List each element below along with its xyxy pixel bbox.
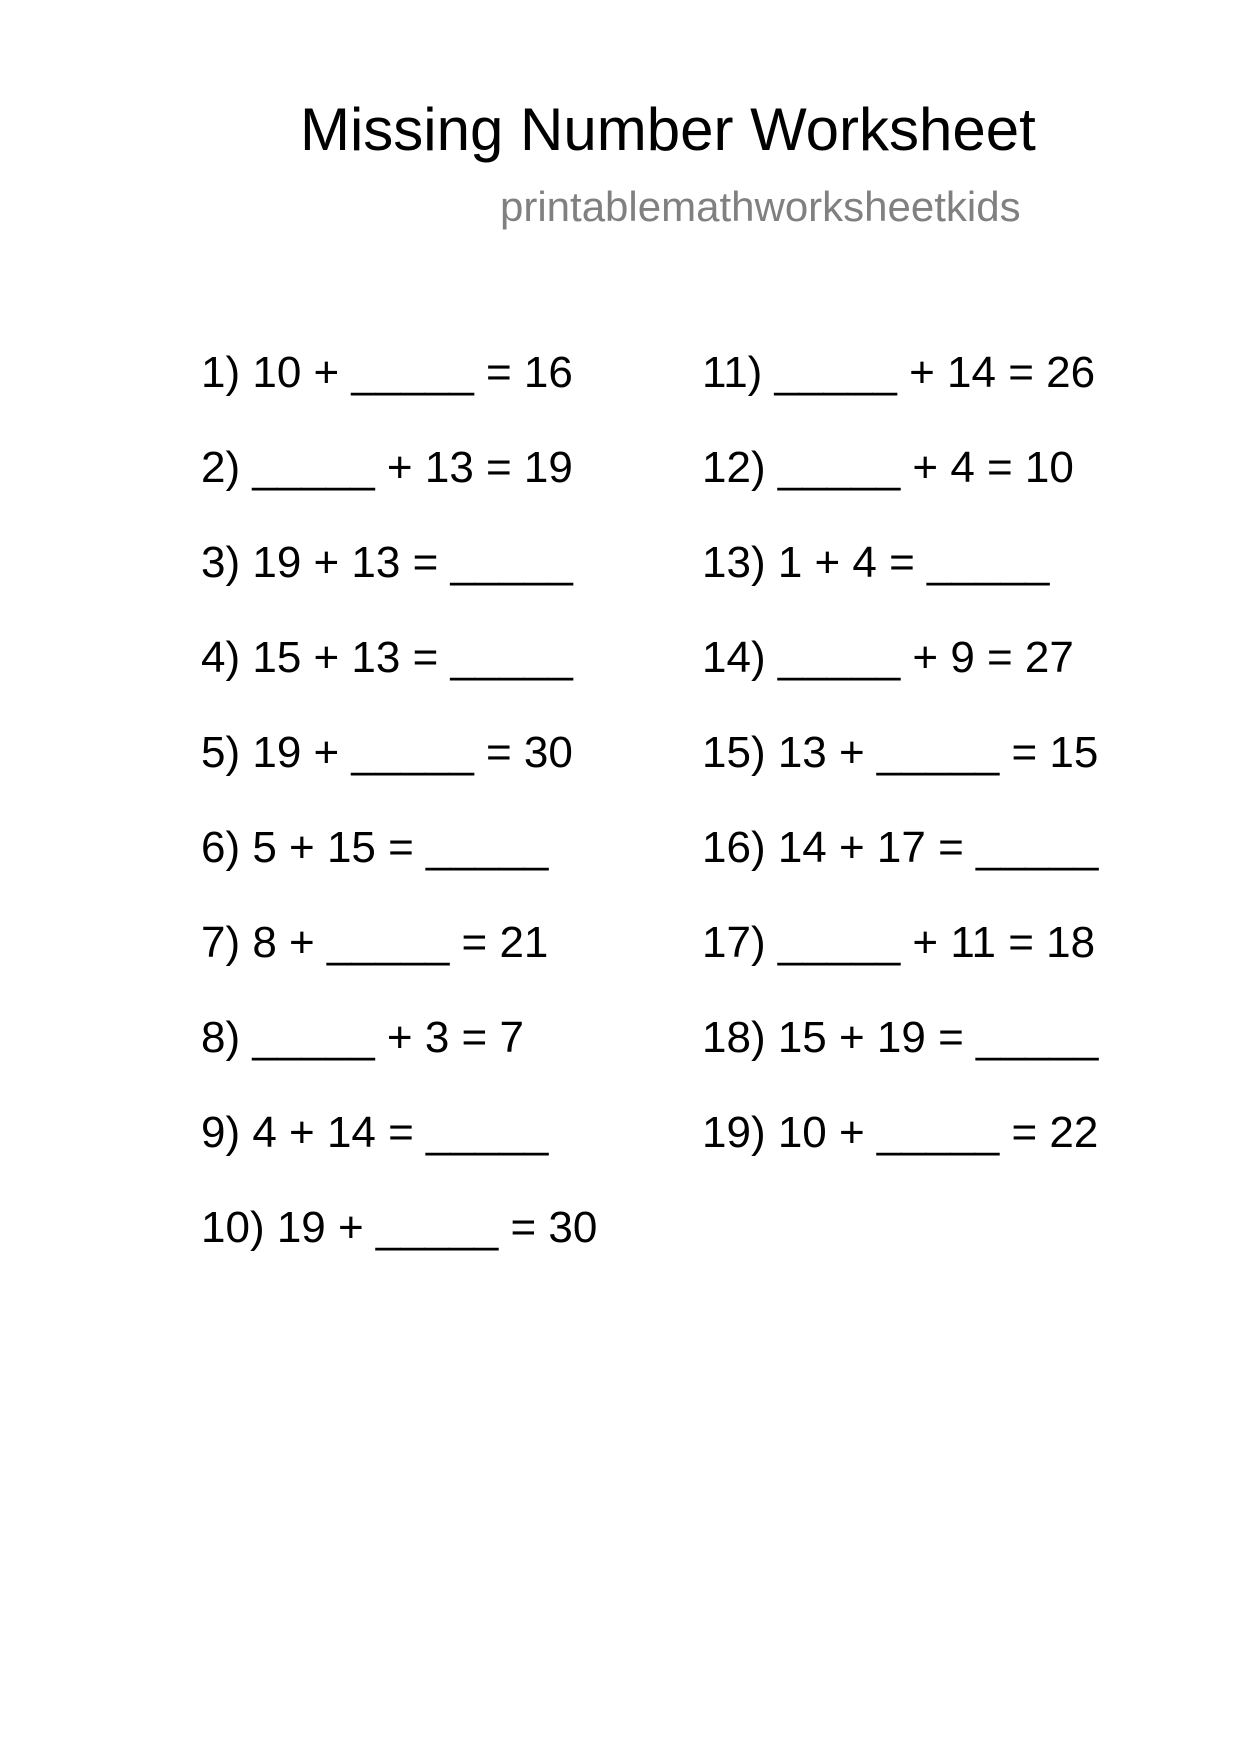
problem-16: 16) 14 + 17 = _____ bbox=[702, 823, 1099, 872]
problem-14: 14) _____ + 9 = 27 bbox=[702, 633, 1074, 682]
problem-9: 9) 4 + 14 = _____ bbox=[201, 1108, 549, 1157]
problems-right-column bbox=[702, 348, 1098, 1203]
problem-12: 12) _____ + 4 = 10 bbox=[702, 443, 1074, 492]
problem-13: 13) 1 + 4 = _____ bbox=[702, 538, 1050, 587]
problem-8: 8) _____ + 3 = 7 bbox=[201, 1013, 524, 1062]
page-subtitle: printablemathworksheetkids bbox=[500, 183, 1021, 230]
problem-17: 17) _____ + 11 = 18 bbox=[702, 918, 1096, 967]
problem-2: 2) _____ + 13 = 19 bbox=[201, 443, 573, 492]
problem-11: 11) _____ + 14 = 26 bbox=[702, 348, 1096, 397]
problem-15: 15) 13 + _____ = 15 bbox=[702, 728, 1099, 777]
page-title: Missing Number Worksheet bbox=[300, 96, 1036, 163]
problems-left-column bbox=[201, 348, 597, 1298]
problem-5: 5) 19 + _____ = 30 bbox=[201, 728, 573, 777]
problem-4: 4) 15 + 13 = _____ bbox=[201, 633, 573, 682]
problem-7: 7) 8 + _____ = 21 bbox=[201, 918, 549, 967]
problem-3: 3) 19 + 13 = _____ bbox=[201, 538, 573, 587]
problem-10: 10) 19 + _____ = 30 bbox=[201, 1203, 598, 1252]
problem-18: 18) 15 + 19 = _____ bbox=[702, 1013, 1099, 1062]
problem-6: 6) 5 + 15 = _____ bbox=[201, 823, 549, 872]
problem-19: 19) 10 + _____ = 22 bbox=[702, 1108, 1099, 1157]
problem-1: 1) 10 + _____ = 16 bbox=[201, 348, 573, 397]
